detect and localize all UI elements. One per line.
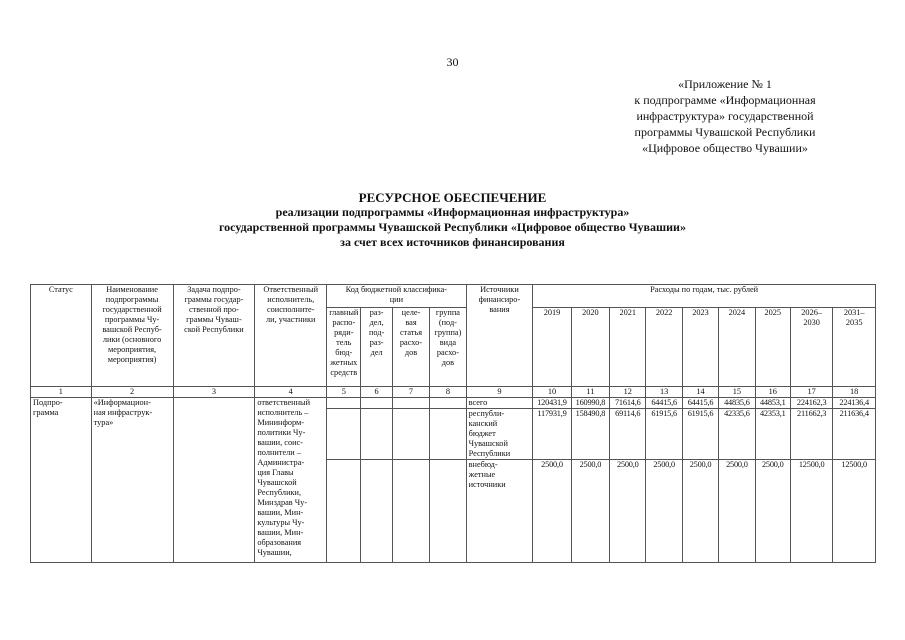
value-cell: 158490,8 [571,409,609,460]
header-status: Статус [31,285,92,387]
appendix-line: программы Чувашской Республики [634,125,816,139]
header-code-chief-manager: главный распо- ряди- тель бюд- жетных средств [327,308,361,387]
row-code-group [430,398,466,409]
value-cell: 44853,1 [755,398,790,409]
header-code-group: группа (под- группа) вида расхо- дов [430,308,466,387]
value-cell: 44835,6 [719,398,755,409]
header-year-2024: 2024 [719,308,755,387]
header-year-2021: 2021 [610,308,646,387]
value-cell: 224136,4 [833,398,876,409]
header-row [31,285,876,308]
appendix-line: «Цифровое общество Чувашии» [642,141,808,155]
row-name: «Информацион- ная инфраструк- тура» [91,398,173,563]
header-task: Задача подпро- граммы государ- ственной про- граммы Чуваш- ской Республики [173,285,255,387]
header-year-2026-2030: 2026– 2030 [790,308,832,387]
appendix-note [575,76,875,156]
column-number: 10 [533,387,571,398]
column-number: 5 [327,387,361,398]
column-number-row [31,387,876,398]
title-line: за счет всех источников финансирования [340,235,565,249]
header-year-2023: 2023 [682,308,718,387]
value-cell: 2500,0 [646,460,682,563]
column-number: 12 [610,387,646,398]
column-number: 16 [755,387,790,398]
appendix-line: инфраструктура» государственной [636,109,814,123]
value-cell: 69114,6 [610,409,646,460]
value-cell: 2500,0 [755,460,790,563]
column-number: 18 [833,387,876,398]
column-number: 8 [430,387,466,398]
value-cell: 2500,0 [533,460,571,563]
column-number: 17 [790,387,832,398]
header-year-2019: 2019 [533,308,571,387]
column-number: 9 [466,387,533,398]
value-cell: 61915,6 [682,409,718,460]
value-cell: 12500,0 [833,460,876,563]
value-cell: 2500,0 [610,460,646,563]
row-code-section [361,460,392,563]
column-number: 2 [91,387,173,398]
value-cell: 42335,6 [719,409,755,460]
title-line: реализации подпрограммы «Информационная инфраструктура» [275,205,630,219]
header-year-2025: 2025 [755,308,790,387]
row-responsible: ответственный исполнитель – Мининформ- политики Чу- вашии, соис- полнители – Администра- ция Главы Чувашской Республики, Минздрав Чу- вашии, Мин- культуры Чу- вашии, Мин- образования Чувашии, [255,398,327,563]
header-sources: Источники финансиро- вания [466,285,533,387]
value-cell: 160990,8 [571,398,609,409]
row-task [173,398,255,563]
value-cell: 71614,6 [610,398,646,409]
header-expenses: Расходы по годам, тыс. рублей [533,285,876,308]
row-code-target [392,460,429,563]
appendix-line: к подпрограмме «Информационная [634,93,816,107]
source-label-republican-budget: республи- канский бюджет Чувашской Республики [466,409,533,460]
column-number: 4 [255,387,327,398]
header-code-section: раз- дел, под- раз- дел [361,308,392,387]
appendix-line: «Приложение № 1 [678,77,772,91]
value-cell: 224162,3 [790,398,832,409]
column-number: 7 [392,387,429,398]
row-code-chief-manager [327,460,361,563]
row-code-section [361,409,392,460]
source-label-extrabudgetary: внебюд- жетные источники [466,460,533,563]
value-cell: 42353,1 [755,409,790,460]
value-cell: 120431,9 [533,398,571,409]
header-code-target: целе- вая статья расхо- дов [392,308,429,387]
header-responsible: Ответственный исполнитель, соисполните- ли, участники [255,285,327,387]
value-cell: 61915,6 [646,409,682,460]
page-number: 30 [446,55,459,69]
row-code-chief-manager [327,398,361,409]
row-code-group [430,460,466,563]
document-title [0,190,905,250]
column-number: 13 [646,387,682,398]
column-number: 3 [173,387,255,398]
value-cell: 64415,6 [682,398,718,409]
row-code-group [430,409,466,460]
source-label-total: всего [466,398,533,409]
row-code-chief-manager [327,409,361,460]
column-number: 15 [719,387,755,398]
column-number: 1 [31,387,92,398]
title-line: государственной программы Чувашской Республики «Цифровое общество Чувашии» [219,220,686,234]
row-code-section [361,398,392,409]
column-number: 14 [682,387,718,398]
column-number: 11 [571,387,609,398]
row-status: Подпро- грамма [31,398,92,563]
title-line: РЕСУРСНОЕ ОБЕСПЕЧЕНИЕ [358,190,547,205]
value-cell: 2500,0 [719,460,755,563]
row-code-target [392,398,429,409]
value-cell: 211636,4 [833,409,876,460]
header-year-2031-2035: 2031– 2035 [833,308,876,387]
header-budget-code: Код бюджетной классифика- ции [327,285,466,308]
column-number: 6 [361,387,392,398]
value-cell: 12500,0 [790,460,832,563]
header-name: Наименование подпрограммы государственной программы Чу- вашской Респуб- лики (основного мероприятия, мероприятия) [91,285,173,387]
value-cell: 64415,6 [646,398,682,409]
value-cell: 2500,0 [571,460,609,563]
table-row [31,398,876,409]
value-cell: 2500,0 [682,460,718,563]
value-cell: 211662,3 [790,409,832,460]
value-cell: 117931,9 [533,409,571,460]
header-year-2022: 2022 [646,308,682,387]
row-code-target [392,409,429,460]
resource-table [30,284,876,563]
header-year-2020: 2020 [571,308,609,387]
